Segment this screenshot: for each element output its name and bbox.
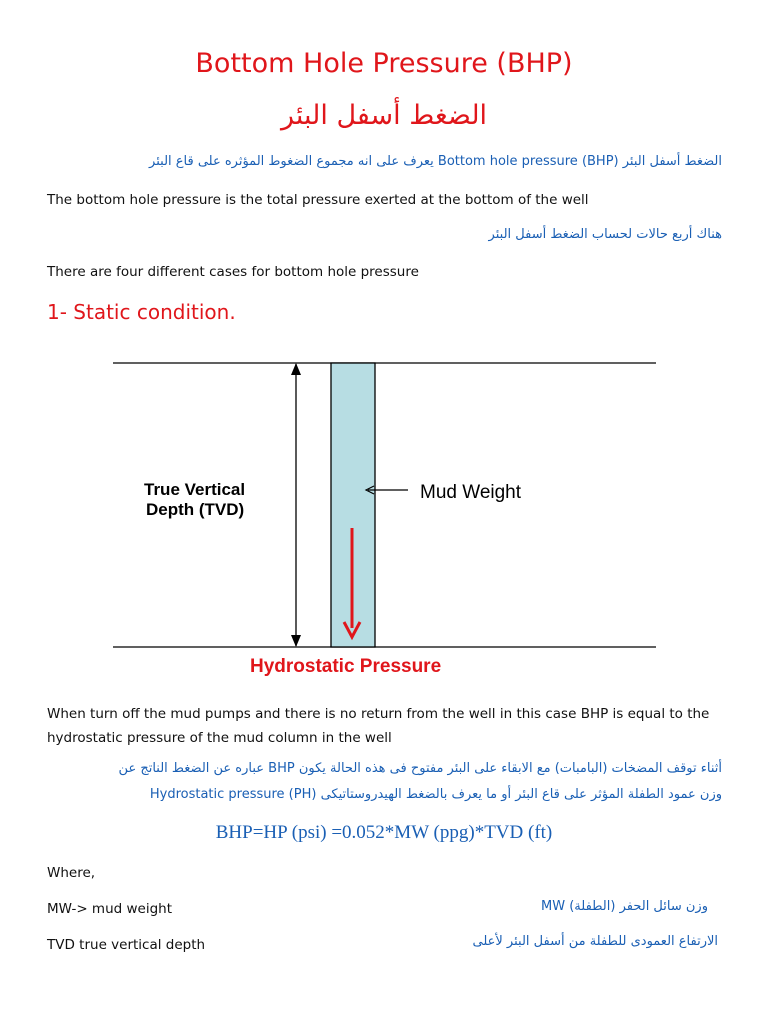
tvd-definition-arabic: الارتفاع العمودى للطفلة من أسفل البئر لأعلى bbox=[472, 934, 718, 949]
section-heading: 1- Static condition. bbox=[47, 300, 236, 324]
tvd-arrow-top-head bbox=[291, 363, 301, 375]
mw-definition: MW-> mud weight bbox=[47, 901, 173, 917]
tvd-label-line2: Depth (TVD) bbox=[146, 500, 245, 519]
tvd-definition: TVD true vertical depth bbox=[47, 937, 206, 953]
hydrostatic-label: Hydrostatic Pressure bbox=[250, 656, 442, 677]
mw-definition-arabic: وزن سائل الحفر (الطفلة) MW bbox=[541, 899, 708, 914]
page-title-arabic: الضغط أسفل البئر bbox=[280, 100, 488, 131]
cases-arabic: هناك أربع حالات لحساب الضغط أسفل البئر bbox=[488, 227, 722, 242]
description-english: When turn off the mud pumps and there is no return from the well in this case BHP is equal to the hydrostatic pressure of the mud column in the well bbox=[47, 706, 710, 746]
cases-english: There are four different cases for bottom hole pressure bbox=[47, 264, 419, 280]
intro-english: The bottom hole pressure is the total pressure exerted at the bottom of the well bbox=[47, 192, 589, 208]
tvd-arrow-bottom-head bbox=[291, 635, 301, 647]
mud-weight-label: Mud Weight bbox=[420, 482, 522, 503]
description-arabic-line1: أثناء توقف المضخات (البامبات) مع الابقاء على البئر مفتوح فى هذه الحالة يكون BHP عباره عن الضغط الناتج عن bbox=[118, 761, 722, 776]
where-label: Where, bbox=[47, 865, 96, 881]
description-arabic-line2: وزن عمود الطفلة المؤثر على قاع البئر أو ما يعرف بالضغط الهيدروستاتيكى Hydrostatic pressure (PH) bbox=[149, 787, 722, 802]
bhp-formula: BHP=HP (psi) =0.052*MW (ppg)*TVD (ft) bbox=[215, 822, 553, 843]
intro-arabic: الضغط أسفل البئر Bottom hole pressure (BHP) يعرف على انه مجموع الضغوط المؤثره على قاع البئر bbox=[149, 154, 722, 169]
page-title: Bottom Hole Pressure (BHP) bbox=[195, 48, 573, 79]
tvd-label-line1: True Vertical bbox=[144, 480, 246, 499]
